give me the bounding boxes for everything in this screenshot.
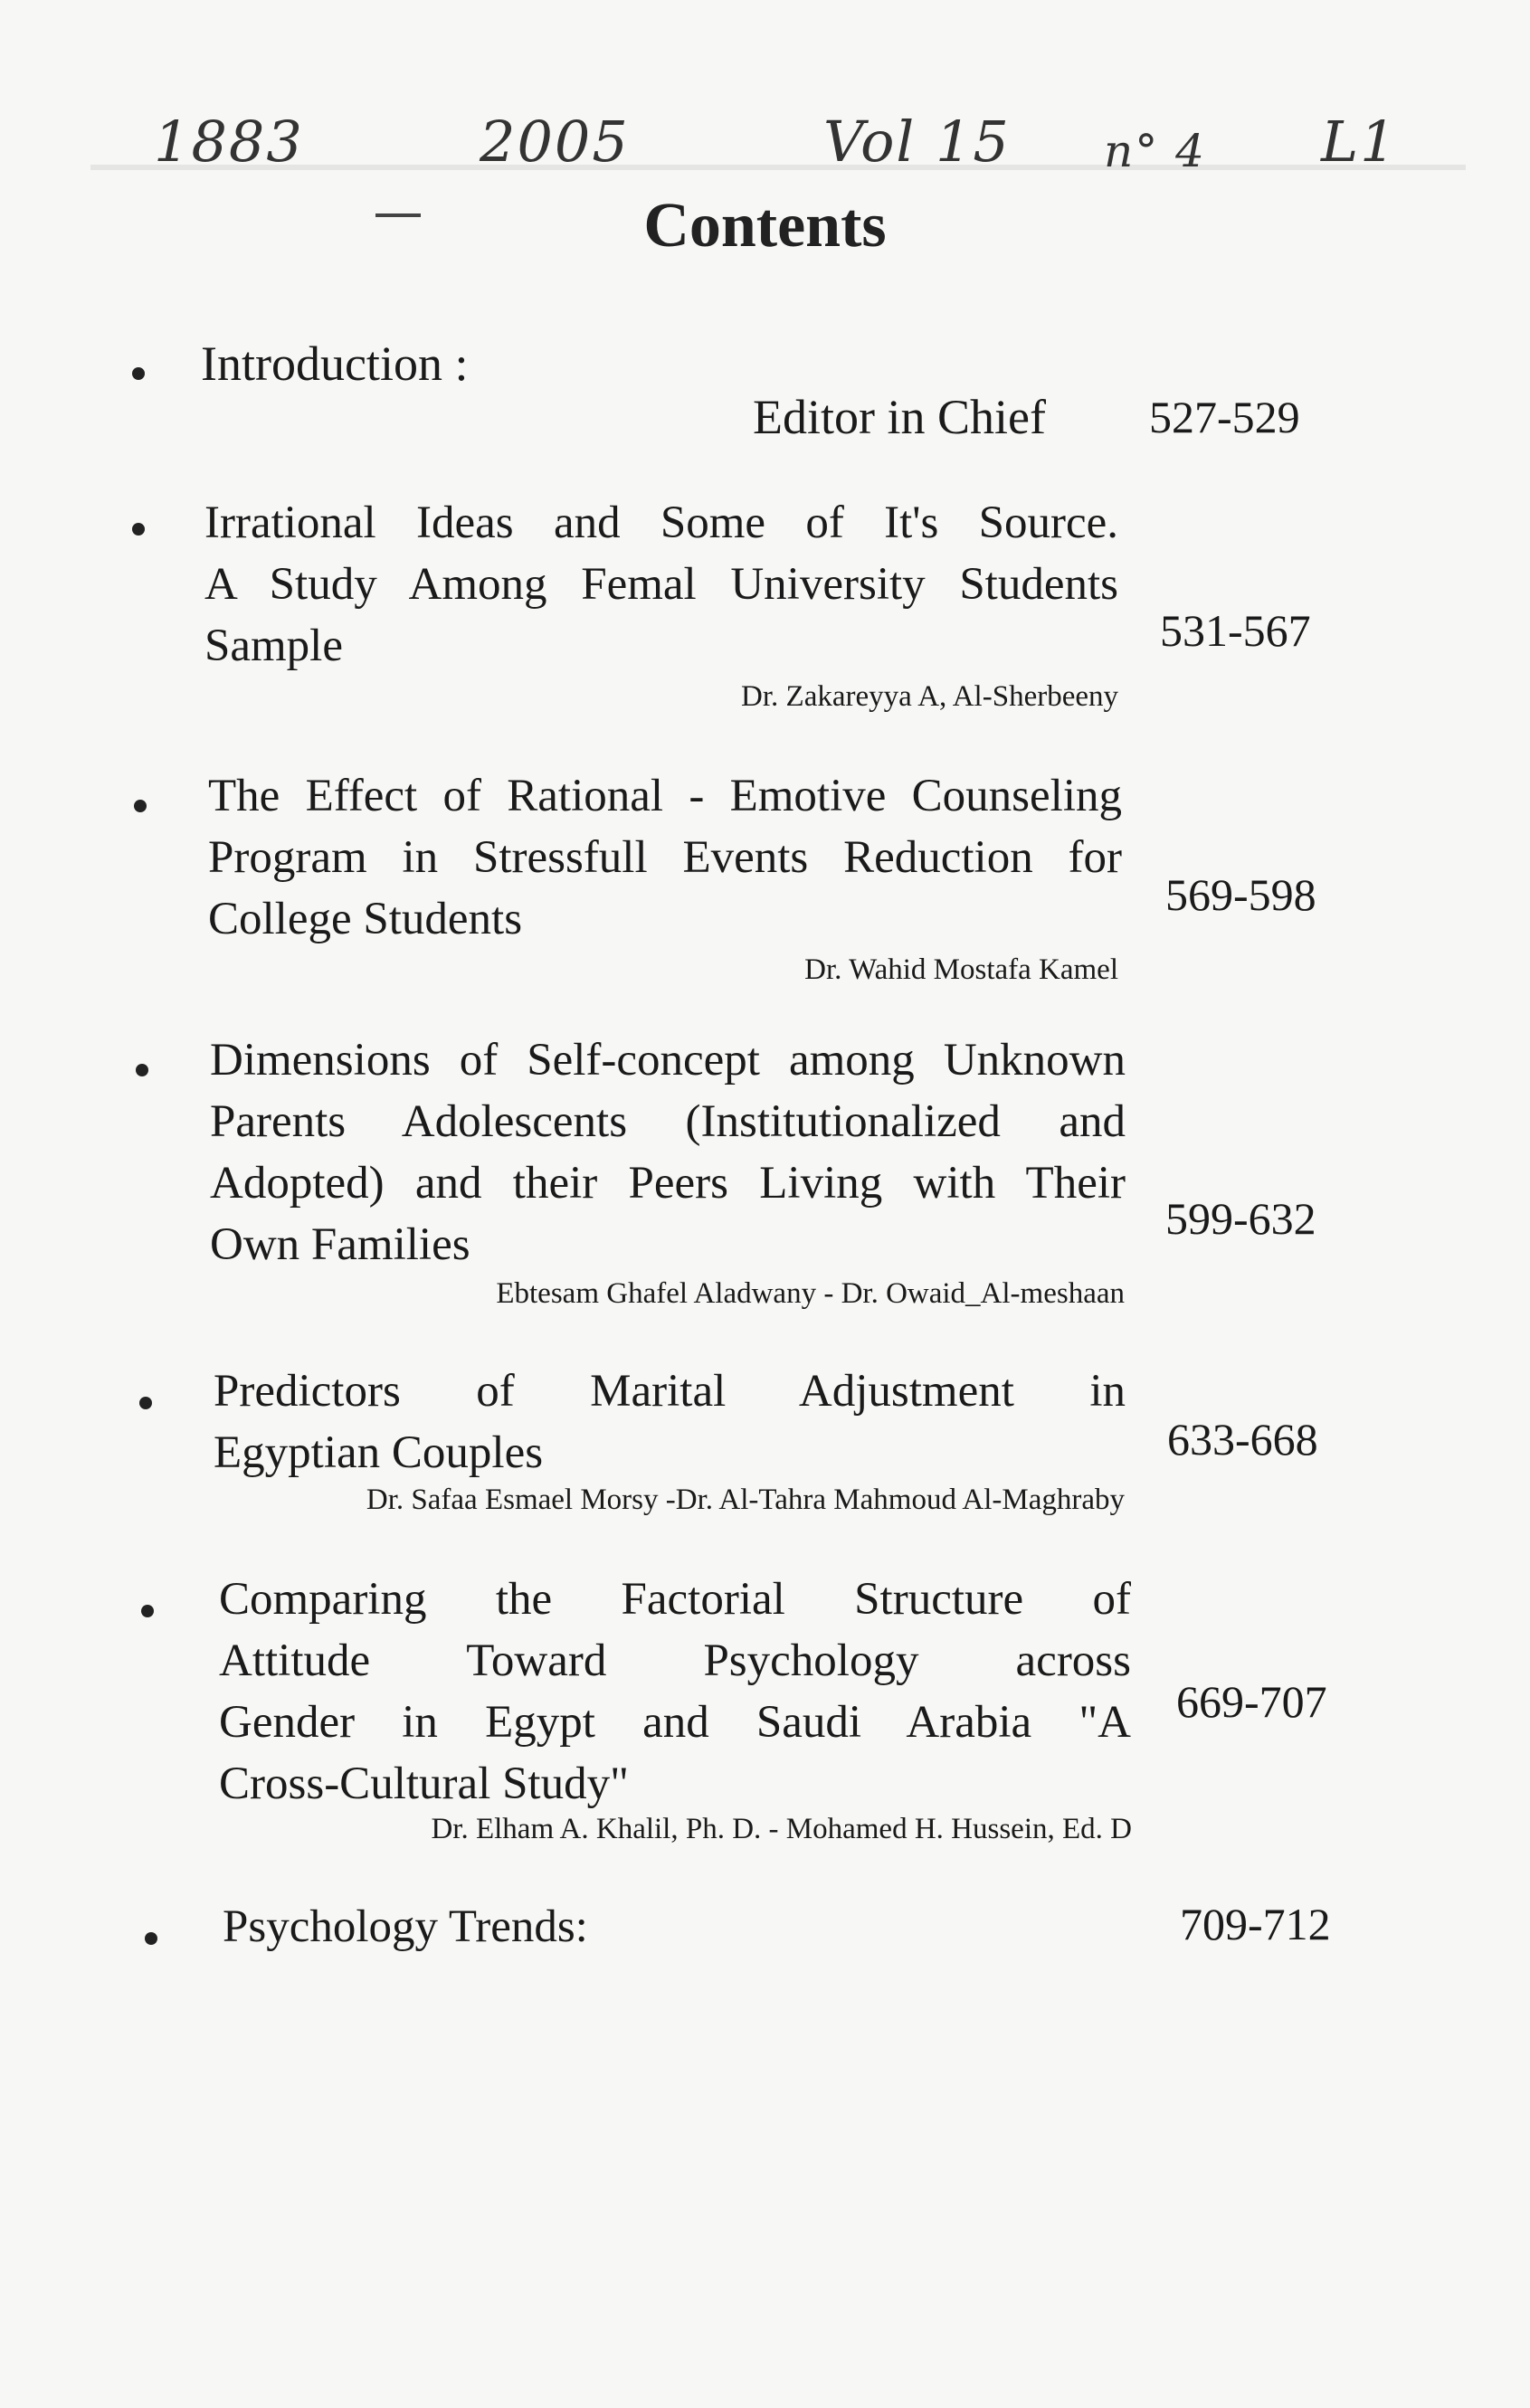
entry-pages: 633-668 xyxy=(1167,1414,1318,1465)
handwritten-annotations xyxy=(154,109,1439,190)
entry-title: Dimensions of Self-concept among Unknown Parents Adolescents (Institutionalized and Adopted) and their Peers Living with Their Own Families xyxy=(210,1035,1126,1270)
entry-title: Psychology Trends: xyxy=(223,1901,588,1952)
bullet-icon xyxy=(132,367,145,380)
page-title: Contents xyxy=(643,191,887,261)
bullet-icon xyxy=(136,1064,148,1076)
entry-pages: 599-632 xyxy=(1165,1193,1316,1244)
entry-title: Comparing the Factorial Structure of Attitude Toward Psychology across Gender in Egypt and Saudi Arabia "A Cross-Cultural Study" xyxy=(219,1574,1131,1809)
bullet-icon xyxy=(145,1932,157,1945)
entry-editor: Editor in Chief xyxy=(753,390,1046,444)
entry-title: Irrational Ideas and Some of It's Source. A Study Among Femal University Students Sample xyxy=(204,498,1118,671)
bullet-icon xyxy=(134,800,147,812)
entry-pages: 531-567 xyxy=(1160,605,1311,656)
bullet-icon xyxy=(139,1397,152,1409)
handwritten-note: Vol 15 xyxy=(823,109,1011,175)
entry-title: Predictors of Marital Adjustment in Egyptian Couples xyxy=(214,1366,1126,1478)
handwritten-note: 1883 xyxy=(154,109,304,175)
bullet-icon xyxy=(141,1605,154,1617)
handwritten-note: L1 xyxy=(1321,109,1398,175)
entry-title: Introduction : xyxy=(201,337,469,391)
entry-pages: 527-529 xyxy=(1149,392,1300,442)
entry-pages: 669-707 xyxy=(1176,1676,1327,1727)
entry-author: Dr. Zakareyya A, Al-Sherbeeny xyxy=(741,680,1118,713)
handwritten-note: 2005 xyxy=(480,109,630,175)
entry-title: The Effect of Rational - Emotive Counseling Program in Stressfull Events Reduction for College Students xyxy=(208,771,1122,944)
handwritten-note: n° 4 xyxy=(1104,125,1206,177)
entry-author: Dr. Wahid Mostafa Kamel xyxy=(804,953,1118,986)
bullet-icon xyxy=(132,523,145,536)
entry-pages: 709-712 xyxy=(1180,1899,1331,1949)
entry-pages: 569-598 xyxy=(1165,869,1316,920)
entry-author: Dr. Elham A. Khalil, Ph. D. - Mohamed H. Hussein, Ed. D xyxy=(431,1813,1132,1845)
entry-author: Ebtesam Ghafel Aladwany - Dr. Owaid_Al-meshaan xyxy=(496,1277,1125,1310)
entry-author: Dr. Safaa Esmael Morsy -Dr. Al-Tahra Mahmoud Al-Maghraby xyxy=(366,1484,1125,1516)
